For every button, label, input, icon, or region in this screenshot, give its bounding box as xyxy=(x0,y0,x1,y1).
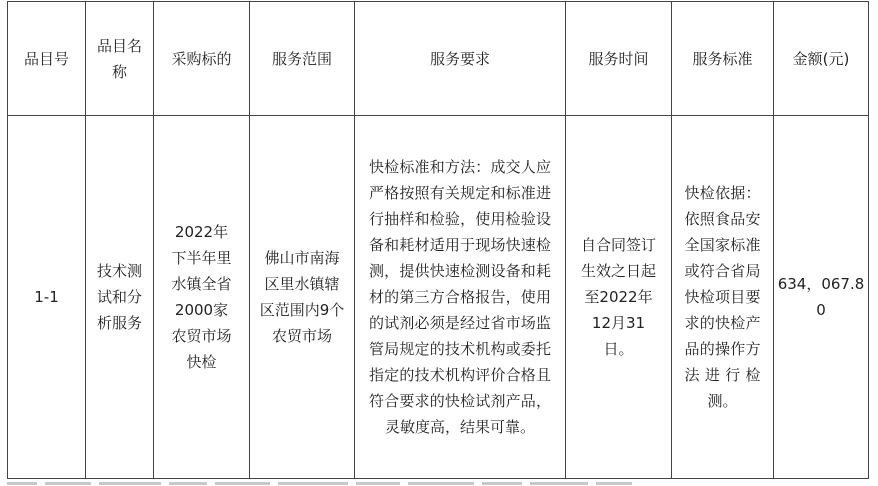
header-row xyxy=(8,2,869,116)
cell-item-no: 1-1 xyxy=(8,116,86,479)
header-standard: 服务标准 xyxy=(672,2,774,116)
header-amount: 金额(元) xyxy=(774,2,869,116)
header-item-no: 品目号 xyxy=(8,2,86,116)
cell-target: 2022年下半年里水镇全省2000家农贸市场快检 xyxy=(154,116,250,479)
header-target: 采购标的 xyxy=(154,2,250,116)
cell-scope: 佛山市南海区里水镇辖区范围内9个农贸市场 xyxy=(250,116,355,479)
cell-amount: 634，067.80 xyxy=(774,116,869,479)
cell-time: 自合同签订生效之日起至2022年12月31日。 xyxy=(566,116,672,479)
cell-requirement: 快检标准和方法：成交人应严格按照有关规定和标准进行抽样和检验，使用检验设备和耗材适用于现场快速检测，提供快速检测设备和耗材的第三方合格报告，使用的试剂必须是经过省市场监管局规定的技术机构或委托指定的技术机构评价合格且符合要求的快检试剂产品，灵敏度高，结果可靠。 xyxy=(355,116,566,479)
cell-item-name: 技术测试和分析服务 xyxy=(86,116,154,479)
header-requirement: 服务要求 xyxy=(355,2,566,116)
procurement-table xyxy=(7,1,869,479)
table-row xyxy=(8,116,869,479)
header-item-name: 品目名称 xyxy=(86,2,154,116)
cell-standard: 快检依据：依照食品安全国家标准或符合省局快检项目要求的快检产品的操作方法进行检测。 xyxy=(672,116,774,479)
header-time: 服务时间 xyxy=(566,2,672,116)
header-scope: 服务范围 xyxy=(250,2,355,116)
cut-off-text-line xyxy=(7,476,868,486)
